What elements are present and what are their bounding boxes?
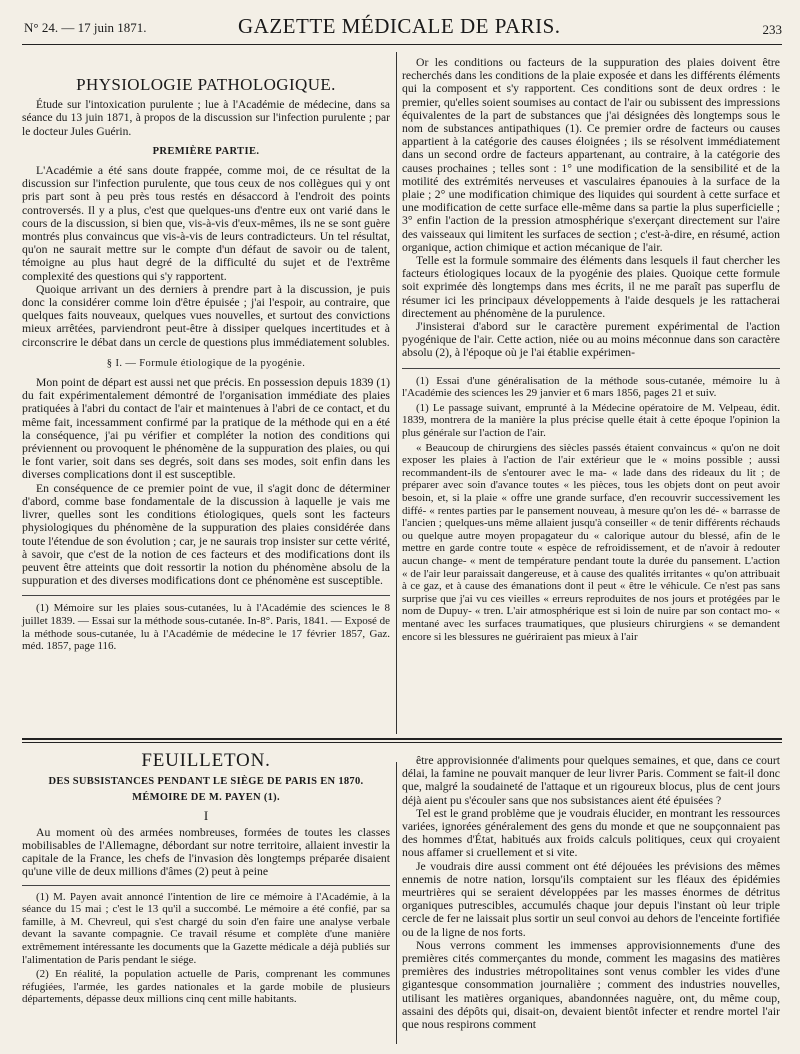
paragraph: Or les conditions ou facteurs de la suppuration des plaies doivent être recherchés dans les conditions de la plaie exposée et dans les différents éléments qui la composent et s'y rapportent. Ces conditions sont de deux ordres : le premier, qu'elles soient soumises au contact de l'air ou subissent des impressions équivalentes de la part de substances que j'ai désignées dès longtemps sous le nom de substances antipathiques (1). Ce premier ordre de facteurs ou causes appartient à la catégorie des causes éloignées ; ils se résolvent immédiatement dans un second ordre de facteurs appartenant, au contraire, à la catégorie des causes prochaines ; telles sont : 1° une modification de la sensibilité et de la motilité des extrémités nerveuses et vasculaires épanouies à la surface de la plaie ; 2° une modification chimique des liquides qui sourdent à cette surface et une modification de cette surface elle-même dans sa partie la plus superficielle ; 3° enfin l'action de la pression atmosphérique s'exerçant directement sur l'aire des vaisseaux qui limitent les surfaces de section ; c'est-à-dire, en résumé, action organique, action chimique et action mécanique de l'air. <box>402 56 780 254</box>
paragraph: L'Académie a été sans doute frappée, comme moi, de ce résultat de la discussion sur l'infection purulente, que tous ceux de nos collègues qui y ont pris part sont à peu près tous restés en désaccord à l'endroit des points controversés. Il y a plus, c'est que quelques-uns d'entre eux ont varié dans le cours de la discussion, si bien que, vis-à-vis d'eux-mêmes, ils ne se sont guère montrés plus convaincus que vis-à-vis de leurs contradicteurs. Un tel résultat, qu'on ne saurait mettre sur le compte d'un défaut de savoir ou de talent, témoigne au plus haut degré de la difficulté du sujet et de l'extrême complexité des questions qui s'y rapportent. <box>22 164 390 283</box>
footnotes <box>22 595 390 652</box>
right-column <box>402 56 780 645</box>
feuilleton-rule <box>22 738 782 740</box>
paragraph: J'insisterai d'abord sur le caractère purement expérimental de l'action pyogénique de l'air. Cette action, niée ou au moins méconnue dans son caractère absolu (2), à l'époque où je l'ai établie expérimen- <box>402 320 780 360</box>
feuilleton-subtitle: DES SUBSISTANCES PENDANT LE SIÈGE DE PARIS EN 1870. <box>48 776 364 788</box>
paragraph: Au moment où des armées nombreuses, formées de toutes les classes mobilisables de l'Allemagne, débordant sur notre territoire, allaient investir la capitale de la France, les chefs de l'invasion dès longtemps préparée disaient qu'une ville de deux millions d'âmes (2) peut à peine <box>22 825 390 879</box>
paragraph: Mon point de départ est aussi net que précis. En possession depuis 1839 (1) du fait expérimentalement démontré de l'organisation immédiate des plaies pratiquées à l'abri du contact de l'air et maintenues à l'abri de ce contact, et du même fait, incessamment confirmé par la pratique de la méthode qui en a été la conséquence, j'ai pu vérifier et compléter la notion des conditions qui préviennent ou provoquent le phénomène de la suppuration des plaies, ou qui le font varier, soit dans ses degrés, soit dans ses modes, soit enfin dans les diverses complications dont il est susceptible. <box>22 376 390 482</box>
feuilleton-footnotes <box>22 885 390 1006</box>
page-header <box>22 14 782 42</box>
page-number: 233 <box>762 22 782 37</box>
feuilleton-column-divider <box>396 762 397 1044</box>
paragraph: Je voudrais dire aussi comment ont été déjouées les prévisions des mêmes ennemis de notre nation, lorsqu'ils comptaient sur les fléaux des épidémies meurtrières qui se seraient développées par les masses énormes de détritus organiques putrescibles, accumulés chaque jour depuis l'instant où leur triple cercle de fer ne laissait plus sortir un seul convoi au dehors de l'enceinte fortifiée ou de la ligne de nos forts. <box>402 859 780 939</box>
paragraph: Tel est le grand problème que je voudrais élucider, en montrant les ressources variées, ignorées généralement des gens du monde et que ne soupçonnaient pas des hommes d'État, habitués aux froids calculs politiques, ceux qui croyaient nous affamer si cruellement et si vite. <box>402 806 780 860</box>
quoted-passage: « Beaucoup de chirurgiens des siècles passés étaient convaincus « qu'on ne doit exposer les plaies à l'action de l'air extérieur que le « moins possible ; aussi recommandent-ils de s'entourer avec le ma- « lade dans des rideaux du lit ; de préparer avec soin d'avance toutes « les pièces, tous les objets dont on peut avoir besoin, et, si la plaie « offre une grande surface, d'en recouvrir successivement les diffé- « rentes parties par le pansement nouveau, à mesure qu'on les dé- « barrasse de l'ancien ; quelques-uns même allaient jusqu'à conseiller « de tenir différents réchauds ou quelque autre moyen propagateur du « calorique autour du blessé, afin de le mettre en garde contre toute « espèce de refroidissement, et de n'avoir à redouter aucun change- « ment de température pendant toute la durée du pansement. L'action « de l'air leur paraissait dangereuse, et à cause des qualités irritantes « qu'on attribuait à ce gaz, et à cause des émanations dont il peut « être le véhicule. Ce n'est pas sans surprise que j'ai vu ces vieilles « erreurs reproduites de nos jours et protégées par le nom de Dupuy- « tren. L'air atmosphérique est si loin de nuire par son contact mo- « mentané avec les surfaces traumatiques, que plusieurs chirurgiens « se demandent encore si les blessures ne guériraient pas mieux à l'air <box>402 441 780 643</box>
section-title: PHYSIOLOGIE PATHOLOGIQUE. <box>76 75 336 94</box>
feuilleton-title: FEUILLETON. <box>141 750 271 771</box>
feuilleton-rule-thin <box>22 742 782 743</box>
subsection-heading: § I. — Formule étiologique de la pyogénie. <box>106 357 306 369</box>
footnotes <box>402 368 780 643</box>
footnote: (2) En réalité, la population actuelle de Paris, comprenant les communes réfugiées, l'armée, les gardes nationales et la garde mobile de plusieurs départements, dépasse deux millions cinq cent mille habitants. <box>22 968 390 1006</box>
footnote: (1) M. Payen avait annoncé l'intention de lire ce mémoire à l'Académie, à la séance du 15 mai ; c'est le 13 qu'il a succombé. Le mémoire a été confié, par sa famille, à M. Chevreul, qui s'est chargé du soin d'en faire une analyse verbale devant la savante compagnie. Ce travail résume et complète d'une manière extrêmement intéressante les documents que la Gazette médicale a déjà publiés sur l'alimentation de Paris pendant le siége. <box>22 890 390 966</box>
column-divider <box>396 52 397 734</box>
newspaper-page <box>22 14 782 1044</box>
header-rule <box>22 44 782 45</box>
chapter-number: I <box>203 807 209 823</box>
journal-title: GAZETTE MÉDICALE DE PARIS. <box>238 14 561 38</box>
feuilleton-left <box>22 750 390 1008</box>
paragraph: Quoique arrivant un des derniers à prendre part à la discussion, je puis donc la considérer comme loin d'être épuisée ; j'ai l'espoir, au contraire, que quelques faits nouveaux, quelques vues nouvelles, et surtout des convictions mieux arrêtées, parviendront peut-être à dissiper quelques incertitudes et à circonscrire le débat dans un cercle de questions plus immédiatement solubles. <box>22 282 390 349</box>
paragraph: Telle est la formule sommaire des éléments dans lesquels il faut chercher les facteurs étiologiques locaux de la pyogénie des plaies. Quoique cette formule soit exprimée dès longtemps dans mes écrits, il ne me paraît pas superflu de résumer ici les principaux développements à l'aide desquels je les rattacherai directement au phénomène de la purulence. <box>402 254 780 320</box>
left-column <box>22 56 390 655</box>
feuilleton-right <box>402 754 780 1031</box>
footnote: (1) Mémoire sur les plaies sous-cutanées, lu à l'Académie des sciences le 8 juillet 1839. — Essai sur la méthode sous-cutanée. In-8°. Paris, 1841. — Exposé de la méthode sous-cutanée, lu à l'Académie de médecine le 17 février 1857, Gaz. méd. 1857, page 116. <box>22 602 390 653</box>
feuilleton-author: MÉMOIRE DE M. PAYEN (1). <box>132 792 280 804</box>
paragraph: En conséquence de ce premier point de vue, il s'agit donc de déterminer d'abord, comme base fondamentale de la discussion à laquelle je vais me livrer, quelles sont les conditions étiologiques, quels sont les facteurs physiologiques du phénomène de la suppuration des plaies considérée dans toute l'étendue de son évolution ; car, je ne saurais trop insister sur cette vérité, à savoir, que c'est de la notion de ces facteurs et des modifications dont ils peuvent être atteints que doit ressortir la notion du phénomène absolu de la suppuration et des diverses modifications dont ce phénomène est susceptible. <box>22 481 390 588</box>
article-intro: Étude sur l'intoxication purulente ; lue à l'Académie de médecine, dans sa séance du 13 juin 1871, à propos de la discussion sur l'infection purulente ; par le docteur Jules Guérin. <box>22 99 390 138</box>
paragraph: Nous verrons comment les immenses approvisionnements d'une des premières cités commerçantes du monde, comment les magasins des matières premières des industries métropolitaines sont venus combler les vides d'une gigantesque consommation journalière ; comment des industries nouvelles, utilisant les matières organiques, abandonnées naguère, ont, du même coup, assaini des dépôts qui, disait-on, devaient bientôt infecter et rendre mortel l'air que nous respirons comment <box>402 938 780 1032</box>
issue-date: N° 24. — 17 juin 1871. <box>24 20 147 35</box>
part-heading: PREMIÈRE PARTIE. <box>152 145 260 157</box>
footnote: (1) Essai d'une généralisation de la méthode sous-cutanée, mémoire lu à l'Académie des sciences les 29 janvier et 6 mars 1856, pages 21 et suiv. <box>402 374 780 400</box>
paragraph: être approvisionnée d'aliments pour quelques semaines, et que, dans ce court délai, la famine ne pouvait manquer de leur livrer Paris. Comment se fait-il donc que, malgré la soudaineté de l'attaque et un rigoureux blocus, plus de cent jours déjà aient pu s'écouler sans que nos subsistances aient été épuisées ? <box>402 754 780 807</box>
footnote: (1) Le passage suivant, emprunté à la Médecine opératoire de M. Velpeau, édit. 1839, montrera de la manière la plus précise quelle était à cette époque l'opinion la plus générale sur l'action de l'air. <box>402 401 780 440</box>
